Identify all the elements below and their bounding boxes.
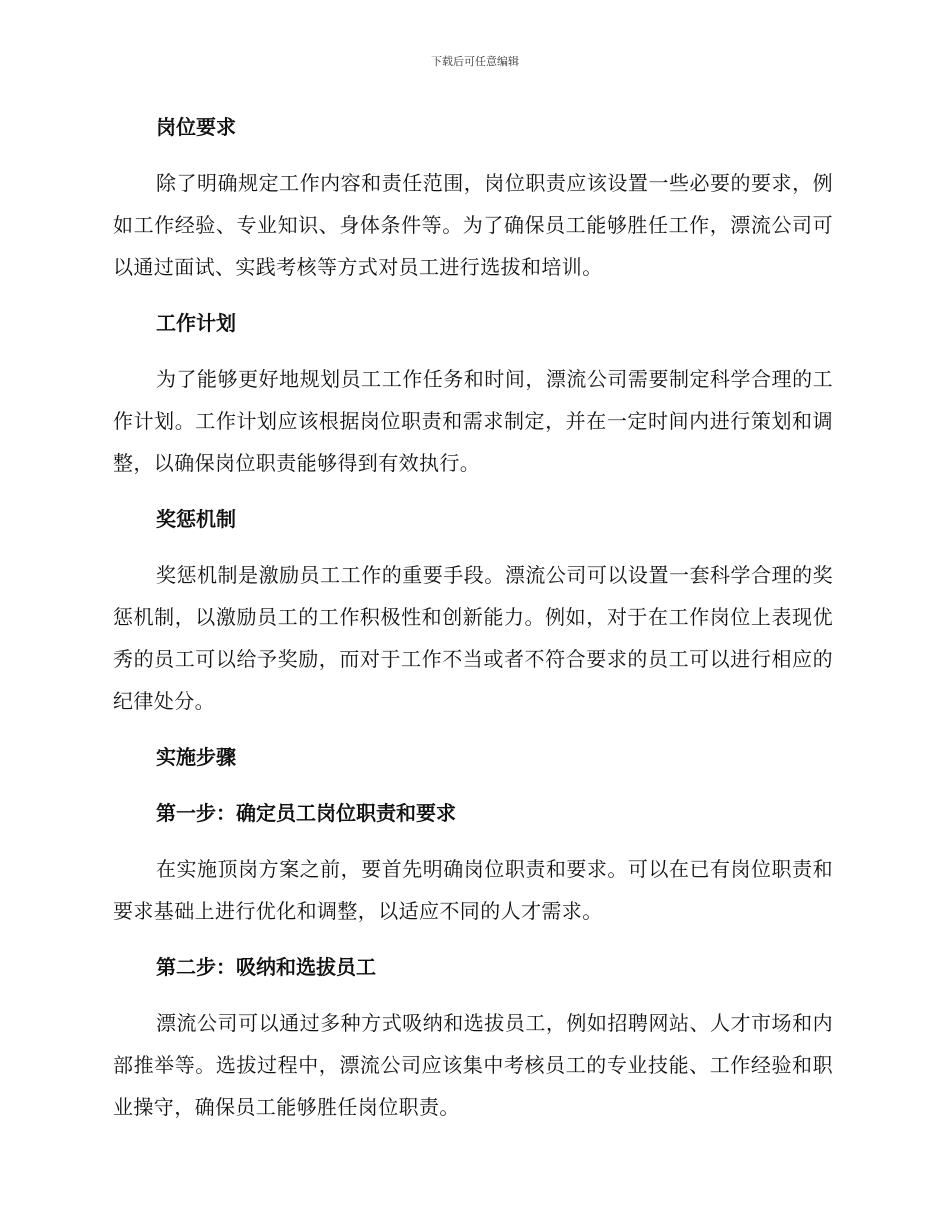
spacer <box>113 932 833 946</box>
spacer <box>113 148 833 162</box>
section-paragraph-reward-punishment: 奖惩机制是激励员工工作的重要手段。漂流公司可以设置一套科学合理的奖惩机制，以激励员工的工作积极性和创新能力。例如，对于在工作岗位上表现优秀的员工可以给予奖励，而对于工作不当或者不符合要求的员工可以进行相应的纪律处分。 <box>113 563 833 713</box>
spacer <box>113 540 833 554</box>
section-heading-step-one: 第一步：确定员工岗位职责和要求 <box>156 801 456 825</box>
section-paragraph-step-two: 漂流公司可以通过多种方式吸纳和选拔员工，例如招聘网站、人才市场和内部推举等。选拔过程中，漂流公司应该集中考核员工的专业技能、工作经验和职业操守，确保员工能够胜任岗位职责。 <box>113 1011 833 1119</box>
section-heading-job-requirements: 岗位要求 <box>156 115 236 139</box>
spacer <box>113 778 833 792</box>
spacer <box>113 834 833 848</box>
section-heading-work-plan: 工作计划 <box>156 311 236 335</box>
spacer <box>113 988 833 1002</box>
section-heading-step-two: 第二步：吸纳和选拔员工 <box>156 955 376 979</box>
spacer <box>113 722 833 736</box>
spacer <box>113 344 833 358</box>
document-body <box>113 106 833 1128</box>
section-heading-implementation-steps: 实施步骤 <box>156 745 236 769</box>
spacer <box>113 484 833 498</box>
page-header: 下载后可任意编辑 <box>431 55 519 68</box>
section-paragraph-job-requirements: 除了明确规定工作内容和责任范围，岗位职责应该设置一些必要的要求，例如工作经验、专业知识、身体条件等。为了确保员工能够胜任工作，漂流公司可以通过面试、实践考核等方式对员工进行选拔和培训。 <box>113 171 833 279</box>
section-paragraph-step-one: 在实施顶岗方案之前，要首先明确岗位职责和要求。可以在已有岗位职责和要求基础上进行优化和调整，以适应不同的人才需求。 <box>113 857 833 923</box>
section-paragraph-work-plan: 为了能够更好地规划员工工作任务和时间，漂流公司需要制定科学合理的工作计划。工作计划应该根据岗位职责和需求制定，并在一定时间内进行策划和调整，以确保岗位职责能够得到有效执行。 <box>113 367 833 475</box>
spacer <box>113 288 833 302</box>
section-heading-reward-punishment: 奖惩机制 <box>156 507 236 531</box>
